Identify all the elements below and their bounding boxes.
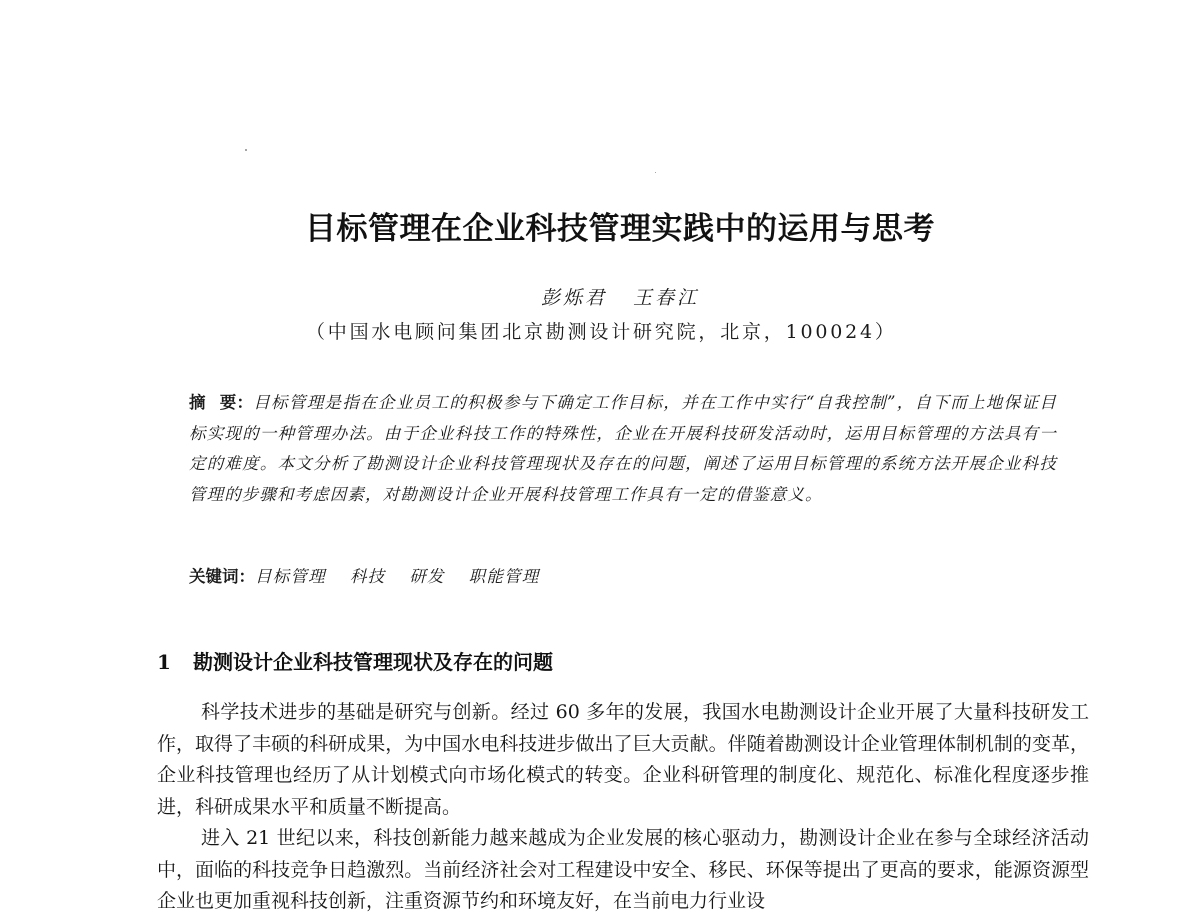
keyword: 目标管理 [255, 567, 326, 586]
keywords-label: 关键词： [189, 567, 255, 586]
abstract-label [189, 393, 253, 412]
body-paragraph: 科学技术进步的基础是研究与创新。经过 60 多年的发展，我国水电勘测设计企业开展了大量科技研发工作，取得了丰硕的科研成果，为中国水电科技进步做出了巨大贡献。伴随着勘测设计企业管理体制机制的变革，企业科技管理也经历了从计划模式向市场化模式的转变。企业科研管理的制度化、规范化、标准化程度逐步推进，科研成果水平和质量不断提高。 [157, 701, 1089, 818]
section-body [157, 697, 1089, 918]
section-heading [157, 646, 553, 675]
keyword: 职能管理 [468, 567, 540, 586]
keyword: 研发 [409, 567, 445, 586]
keyword: 科技 [349, 567, 386, 586]
section-number: 1 [157, 650, 171, 674]
keywords [189, 562, 563, 592]
author-name: 王春江 [633, 287, 700, 309]
paper-title: 目标管理在企业科技管理实践中的运用与思考 [305, 211, 935, 247]
scan-speck [655, 172, 656, 173]
scan-speck [245, 149, 247, 151]
author-list [0, 283, 1200, 310]
author-name: 彭烁君 [540, 287, 607, 309]
affiliation: （中国水电顾问集团北京勘测设计研究院，北京，100024） [306, 321, 897, 343]
abstract-label-first: 摘 [189, 393, 220, 412]
abstract-text: 目标管理是指在企业员工的积极参与下确定工作目标，并在工作中实行“自我控制”，自下而上地保证目标实现的一种管理办法。由于企业科技工作的特殊性，企业在开展科技研发活动时，运用目标管理的方法具有一定的难度。本文分析了勘测设计企业科技管理现状及存在的问题，阐述了运用目标管理的系统方法开展企业科技管理的步骤和考虑因素，对勘测设计企业开展科技管理工作具有一定的借鉴意义。 [189, 393, 1058, 504]
abstract-label-rest: 要： [219, 393, 254, 412]
abstract [189, 388, 1057, 510]
section-title: 勘测设计企业科技管理现状及存在的问题 [193, 650, 553, 674]
body-paragraph: 进入 21 世纪以来，科技创新能力越来越成为企业发展的核心驱动力，勘测设计企业在参与全球经济活动中，面临的科技竞争日趋激烈。当前经济社会对工程建设中安全、移民、环保等提出了更高的要求，能源资源型企业也更加重视科技创新，注重资源节约和环境友好，在当前电力行业设 [157, 827, 1089, 912]
